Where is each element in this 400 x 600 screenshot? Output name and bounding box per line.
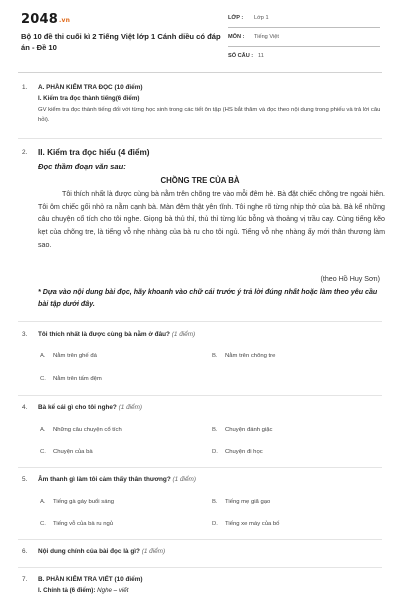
subheading-extra: Nghe – viết <box>97 587 129 594</box>
question-heading <box>38 476 196 483</box>
option-letter: D. <box>212 521 218 527</box>
option-text: Những câu chuyện cổ tích <box>53 427 122 433</box>
option-letter: B. <box>212 499 218 505</box>
question-heading: B. PHẦN KIỂM TRA VIẾT (10 điểm) <box>38 576 143 583</box>
question-points: (1 điểm) <box>171 331 196 338</box>
meta-key: MÔN : <box>228 34 245 40</box>
option-a[interactable] <box>40 353 97 359</box>
option-c[interactable] <box>40 449 93 455</box>
option-text: Tiếng xe máy của bố <box>225 521 280 527</box>
option-d[interactable] <box>212 521 279 527</box>
meta-value: Tiếng Việt <box>254 34 279 40</box>
instruction-text: * Dựa vào nội dung bài đọc, hãy khoanh vào chữ cái trước ý trả lời đúng nhất hoặc làm theo yêu cầu bài tập dưới đây. <box>38 288 378 308</box>
question-points: (1 điểm) <box>172 476 196 483</box>
option-letter: A. <box>40 427 46 433</box>
option-letter: C. <box>40 449 46 455</box>
option-letter: D. <box>212 449 218 455</box>
option-text: Nằm trên ghế đá <box>53 353 97 359</box>
meta-key: SỐ CÂU : <box>228 53 254 59</box>
passage-author: (theo Hồ Huy Sơn) <box>320 275 380 283</box>
option-text: Tiếng mẹ giã gạo <box>225 499 271 505</box>
meta-table <box>228 12 380 68</box>
option-a[interactable] <box>40 427 122 433</box>
option-b[interactable] <box>212 427 273 433</box>
question-text: Âm thanh gì làm tôi cảm thấy thân thương? <box>38 476 171 483</box>
question-number: 5. <box>22 476 28 483</box>
option-text: Tiếng gà gáy buổi sáng <box>53 499 115 505</box>
option-text: Nằm trên chõng tre <box>225 353 276 359</box>
question-heading: II. Kiểm tra đọc hiểu (4 điểm) <box>38 148 150 157</box>
story-title: CHỒNG TRE CỦA BÀ <box>160 176 240 185</box>
question-body: GV kiểm tra đọc thành tiếng đối với từng học sinh trong các tiết ôn tập (HS bắt thăm và đọc theo nội dung trong phiếu và trả lời câu hỏi). <box>38 107 381 123</box>
question-number: 2. <box>22 149 28 156</box>
question-text: Nội dung chính của bài đọc là gì? <box>38 548 140 555</box>
meta-row-subject <box>228 31 380 47</box>
option-b[interactable] <box>212 353 275 359</box>
question-subheading <box>38 587 128 594</box>
question-number: 4. <box>22 404 28 411</box>
question-number: 6. <box>22 548 28 555</box>
question-subheading: I. Kiểm tra đọc thành tiếng(6 điểm) <box>38 95 140 102</box>
option-letter: A. <box>40 499 46 505</box>
meta-value: Lớp 1 <box>254 15 269 21</box>
document-title: Bộ 10 đề thi cuối kì 2 Tiếng Việt lớp 1 Cánh diều có đáp án - Đề 10 <box>21 32 221 52</box>
question-text: Tôi thích nhất là được cùng bà nằm ở đâu? <box>38 331 170 338</box>
option-text: Tiếng vỗ của bà ru ngủ <box>53 521 114 527</box>
divider <box>18 567 382 568</box>
question-heading <box>38 331 195 338</box>
option-letter: C. <box>40 376 46 382</box>
question-points: (1 điểm) <box>118 404 143 411</box>
option-d[interactable] <box>212 449 263 455</box>
question-number: 3. <box>22 331 28 338</box>
question-number: 7. <box>22 576 28 583</box>
subheading-text: I. Chính tả (6 điểm): <box>38 587 96 594</box>
divider <box>18 539 382 540</box>
option-text: Chuyện của bà <box>53 449 93 455</box>
divider <box>18 395 382 396</box>
logo-text: 2048 <box>21 12 58 27</box>
divider <box>18 321 382 322</box>
document-header <box>0 0 400 70</box>
meta-key: LỚP : <box>228 15 244 21</box>
question-points: (1 điểm) <box>141 548 166 555</box>
option-letter: C. <box>40 521 46 527</box>
option-c[interactable] <box>40 376 102 382</box>
site-logo[interactable] <box>21 12 70 27</box>
question-heading <box>38 404 142 411</box>
option-b[interactable] <box>212 499 270 505</box>
option-text: Chuyện đi học <box>225 449 263 455</box>
option-a[interactable] <box>40 499 114 505</box>
header-divider <box>18 72 382 73</box>
option-text: Chuyện đánh giặc <box>225 427 273 433</box>
question-heading: A. PHẦN KIỂM TRA ĐỌC (10 điểm) <box>38 84 143 91</box>
meta-row-grade <box>228 12 380 28</box>
option-letter: A. <box>40 353 46 359</box>
option-letter: B. <box>212 353 218 359</box>
divider <box>18 138 382 139</box>
logo-domain: .vn <box>58 17 71 24</box>
reading-intro: Đọc thầm đoạn văn sau: <box>38 162 126 171</box>
meta-value: 11 <box>258 53 264 59</box>
reading-passage: Tôi thích nhất là được cùng bà nằm trên chõng tre vào mỗi đêm hè. Bà đặt chiếc chõng tre ngoài hiên. Tôi ôm chiếc gối nhỏ ra nằm cạnh bà. Màn đêm thật yên tĩnh. Tôi nghe rõ từng nhịp thở của bà. Bà kể những câu chuyện cổ tích cho tôi nghe. Giọng bà thủ thỉ, thủ thỉ từng lúc bỗng và thoảng vị trầu cay. Cùng tiếng kẽo kẹt của chõng tre, là tiếng vỗ nhẹ nhàng của bà ru cho tôi ngủ. Tiếng vỗ nhẹ nhàng ấy mới thân thương làm sao. <box>38 190 385 249</box>
option-text: Nằm trên tấm đệm <box>53 376 102 382</box>
question-text: Bà kể cái gì cho tôi nghe? <box>38 404 117 411</box>
meta-row-count <box>228 50 380 65</box>
question-heading <box>38 548 165 555</box>
question-number: 1. <box>22 84 28 91</box>
divider <box>18 467 382 468</box>
option-letter: B. <box>212 427 218 433</box>
option-c[interactable] <box>40 521 113 527</box>
